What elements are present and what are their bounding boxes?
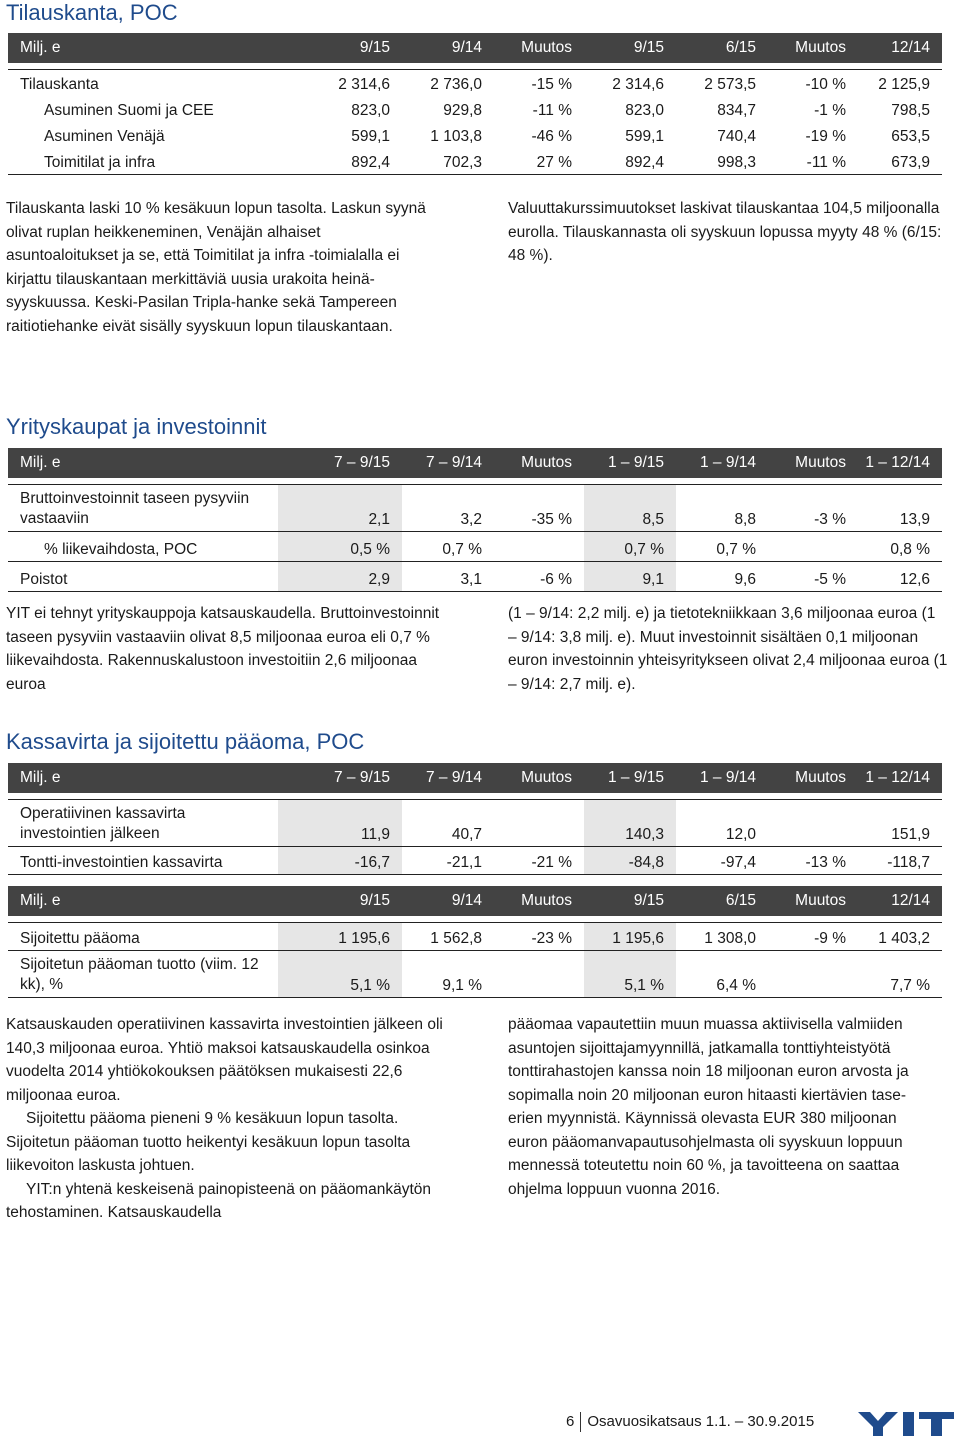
col-header: 9/14 <box>402 886 494 916</box>
table-row <box>8 847 942 875</box>
cell: 1 562,8 <box>402 923 494 951</box>
cell: 1 403,2 <box>858 923 942 951</box>
cell: -16,7 <box>278 847 402 875</box>
cell: 892,4 <box>278 148 402 175</box>
table-row <box>8 951 942 998</box>
cell: 798,5 <box>891 102 930 119</box>
col-header: 6/15 <box>676 886 768 916</box>
row-label: Toimitilat ja infra <box>8 148 278 175</box>
col-header: 1 – 12/14 <box>858 763 942 793</box>
col-header: Muutos <box>494 448 584 478</box>
cell <box>494 532 584 562</box>
row-label: Sijoitetun pääoman tuotto (viim. 12 kk), % <box>8 951 278 998</box>
cell: 599,1 <box>625 128 664 145</box>
cell: 740,4 <box>717 128 756 145</box>
cell: 3,1 <box>402 562 494 592</box>
cell: -15 % <box>494 70 584 97</box>
cell: -1 % <box>814 102 846 119</box>
col-header: Muutos <box>768 886 858 916</box>
cell: -9 % <box>768 923 858 951</box>
col-header: 1 – 9/15 <box>584 763 676 793</box>
cash-flow-table <box>8 763 942 875</box>
cell: -118,7 <box>858 847 942 875</box>
cell: -6 % <box>494 562 584 592</box>
row-label: Operatiivinen kassavirta investointien jälkeen <box>8 800 278 847</box>
page-number: 6 <box>566 1412 575 1430</box>
cell: 2 314,6 <box>584 70 676 97</box>
table-row <box>8 485 942 532</box>
col-header: 9/15 <box>584 33 676 63</box>
col-header: 6/15 <box>676 33 768 63</box>
col-header: 7 – 9/15 <box>278 763 402 793</box>
cell: 892,4 <box>584 148 676 175</box>
order-backlog-text-right: Valuuttakurssimuutokset laskivat tilauskantaa 104,5 miljoonalla eurolla. Tilauskannasta oli syyskuun lopussa myyty 48 % (6/15: 48 %). <box>508 200 942 264</box>
cell: 702,3 <box>402 148 494 175</box>
paragraph: YIT:n yhtenä keskeisenä painopisteenä on pääomankäytön tehostaminen. Katsauskaudella <box>6 1180 432 1221</box>
col-header: 9/15 <box>278 33 402 63</box>
cell: 0,5 % <box>278 532 402 562</box>
table-header-row <box>8 763 942 793</box>
cell: 12,6 <box>858 562 942 592</box>
cell: 0,7 % <box>676 532 768 562</box>
cell: -46 % <box>531 128 572 145</box>
footer-divider <box>580 1412 581 1432</box>
cell: 5,1 % <box>278 951 402 998</box>
cash-flow-text-right: pääomaa vapautettiin muun muassa aktiivisella valmiiden asuntojen sijoittajamyynnillä, jatkamalla tonttiyhteistyötä tonttirahastojen kanssa noin 18 miljoonan euron arvosta ja sopimalla noin 20 miljoonan euron hitaasti kiertävien tase-erien myynnistä. Käynnissä olevasta EUR 380 miljoonan euron pääomanvapautusohjelmasta oli syyskuun loppuun mennessä toteutettu noin 60 %, ja tavoitteena on saattaa ohjelma loppuun vuonna 2016. <box>508 1016 909 1198</box>
cell: 9,1 % <box>402 951 494 998</box>
cell: 3,2 <box>402 485 494 532</box>
table-row <box>8 70 942 97</box>
table-row <box>8 148 942 175</box>
col-header: Milj. e <box>8 33 278 63</box>
capital-employed-table <box>8 886 942 998</box>
cell: 673,9 <box>858 148 942 175</box>
table-row <box>8 96 942 122</box>
col-header: 1 – 9/14 <box>676 448 768 478</box>
col-header: Muutos <box>494 886 584 916</box>
row-label: Bruttoinvestoinnit taseen pysyviin vastaaviin <box>8 485 278 532</box>
table-header-row <box>8 33 942 63</box>
col-header: 1 – 9/14 <box>676 763 768 793</box>
cell: 823,0 <box>351 102 390 119</box>
paragraph: Sijoitettu pääoma pieneni 9 % kesäkuun lopun tasolta. Sijoitetun pääoman tuotto heikentyi kesäkuun lopun tasolta liikevoiton laskusta johtuen. <box>6 1110 411 1174</box>
cell: -10 % <box>768 70 858 97</box>
cell: 2 573,5 <box>676 70 768 97</box>
cell: 140,3 <box>584 800 676 847</box>
cell: -19 % <box>805 128 846 145</box>
col-header: Muutos <box>768 448 858 478</box>
col-header: 7 – 9/14 <box>402 763 494 793</box>
col-header: 9/15 <box>278 886 402 916</box>
row-label: Asuminen Venäjä <box>44 128 165 145</box>
col-header: 12/14 <box>858 886 942 916</box>
investments-table <box>8 448 942 592</box>
yit-logo <box>858 1412 954 1436</box>
cell: 11,9 <box>278 800 402 847</box>
cell: 9,1 <box>584 562 676 592</box>
cell: -11 % <box>532 102 572 119</box>
cell: 8,8 <box>676 485 768 532</box>
cell: 27 % <box>494 148 584 175</box>
cell: -11 % <box>768 148 858 175</box>
cell: 2 314,6 <box>278 70 402 97</box>
cell: -84,8 <box>584 847 676 875</box>
section-title-investments: Yrityskaupat ja investoinnit <box>6 414 267 439</box>
section-title-cash-flow: Kassavirta ja sijoitettu pääoma, POC <box>6 729 365 754</box>
col-header: Muutos <box>494 763 584 793</box>
col-header: 9/15 <box>584 886 676 916</box>
col-header: Muutos <box>494 33 584 63</box>
cell: -35 % <box>494 485 584 532</box>
row-label: Sijoitettu pääoma <box>8 923 278 951</box>
cell <box>768 800 858 847</box>
cell: 40,7 <box>402 800 494 847</box>
cell: 823,0 <box>625 102 664 119</box>
col-header: Milj. e <box>8 448 278 478</box>
page-footer <box>566 1412 814 1432</box>
cell: 2 736,0 <box>402 70 494 97</box>
cell <box>768 532 858 562</box>
cash-flow-text-left <box>6 1013 446 1225</box>
col-header: 1 – 12/14 <box>858 448 942 478</box>
cell: 151,9 <box>858 800 942 847</box>
table-row <box>8 923 942 951</box>
col-header: Milj. e <box>8 886 278 916</box>
col-header: 9/14 <box>402 33 494 63</box>
cell: -13 % <box>768 847 858 875</box>
table-header-row <box>8 448 942 478</box>
cell: 1 195,6 <box>278 923 402 951</box>
order-backlog-table <box>8 33 942 175</box>
row-label: Poistot <box>8 562 278 592</box>
cell: 599,1 <box>351 128 390 145</box>
cell <box>494 951 584 998</box>
cell: 834,7 <box>717 102 756 119</box>
table-header-row <box>8 886 942 916</box>
investments-text-right: (1 – 9/14: 2,2 milj. e) ja tietotekniikkaan 3,6 miljoonaa euroa (1 – 9/14: 3,8 milj. e). Muut investoinnit sisältäen 0,1 miljoonan euron investoinnin yhteisyritykseen olivat 2,4 miljoonaa euroa (1 – 9/14: 2,7 milj. e). <box>508 605 948 693</box>
cell: 8,5 <box>584 485 676 532</box>
col-header: 7 – 9/14 <box>402 448 494 478</box>
cell: 1 308,0 <box>676 923 768 951</box>
cell: 0,8 % <box>858 532 942 562</box>
cell: 1 103,8 <box>430 128 482 145</box>
cell: -21 % <box>494 847 584 875</box>
cell <box>494 800 584 847</box>
col-header: Milj. e <box>8 763 278 793</box>
table-row <box>8 532 942 562</box>
cell: 929,8 <box>443 102 482 119</box>
row-label: Tilauskanta <box>8 70 278 97</box>
cell: 0,7 % <box>584 532 676 562</box>
cell: 5,1 % <box>584 951 676 998</box>
row-label: Asuminen Suomi ja CEE <box>44 102 214 119</box>
row-label: Tontti-investointien kassavirta <box>8 847 278 875</box>
col-header: 7 – 9/15 <box>278 448 402 478</box>
cell: -3 % <box>768 485 858 532</box>
cell: 2,9 <box>278 562 402 592</box>
col-header: Muutos <box>768 763 858 793</box>
table-row <box>8 562 942 592</box>
cell <box>768 951 858 998</box>
table-row <box>8 122 942 148</box>
table-row <box>8 800 942 847</box>
cell: 9,6 <box>676 562 768 592</box>
order-backlog-text-left: Tilauskanta laski 10 % kesäkuun lopun tasolta. Laskun syynä olivat ruplan heikkeneminen, Venäjän alhaiset asuntoaloitukset ja se, että Toimitilat ja infra -toimialalla ei kirjattu tilauskantaan merkittäviä uusia urakoita heinä-syyskuussa. Keski-Pasilan Tripla-hanke sekä Tampereen raitiotiehanke eivät sisälly syyskuun lopun tilauskantaan. <box>6 200 426 335</box>
cell: -21,1 <box>402 847 494 875</box>
cell: 2,1 <box>278 485 402 532</box>
section-title-order-backlog: Tilauskanta, POC <box>6 0 178 25</box>
cell: 653,5 <box>891 128 930 145</box>
cell: 2 125,9 <box>858 70 942 97</box>
col-header: 12/14 <box>858 33 942 63</box>
cell: 0,7 % <box>402 532 494 562</box>
cell: -97,4 <box>676 847 768 875</box>
document-name: Osavuosikatsaus 1.1. – 30.9.2015 <box>587 1412 815 1430</box>
cell: -23 % <box>494 923 584 951</box>
investments-text-left: YIT ei tehnyt yrityskauppoja katsauskaudella. Bruttoinvestoinnit taseen pysyviin vastaaviin olivat 8,5 miljoonaa euroa eli 0,7 % liikevaihdosta. Rakennuskalustoon investoitiin 2,6 miljoonaa euroa <box>6 605 440 693</box>
cell: 6,4 % <box>676 951 768 998</box>
cell: -5 % <box>768 562 858 592</box>
cell: 13,9 <box>858 485 942 532</box>
cell: 12,0 <box>676 800 768 847</box>
row-label: % liikevaihdosta, POC <box>8 532 278 562</box>
col-header: 1 – 9/15 <box>584 448 676 478</box>
cell: 1 195,6 <box>584 923 676 951</box>
paragraph: Katsauskauden operatiivinen kassavirta investointien jälkeen oli 140,3 miljoonaa euroa. Yhtiö maksoi katsauskaudella osinkoa vuodelta 2014 yhtiökokouksen päätöksen mukaisesti 22,6 miljoonaa euroa. <box>6 1016 443 1104</box>
col-header: Muutos <box>768 33 858 63</box>
cell: 7,7 % <box>858 951 942 998</box>
cell: 998,3 <box>676 148 768 175</box>
